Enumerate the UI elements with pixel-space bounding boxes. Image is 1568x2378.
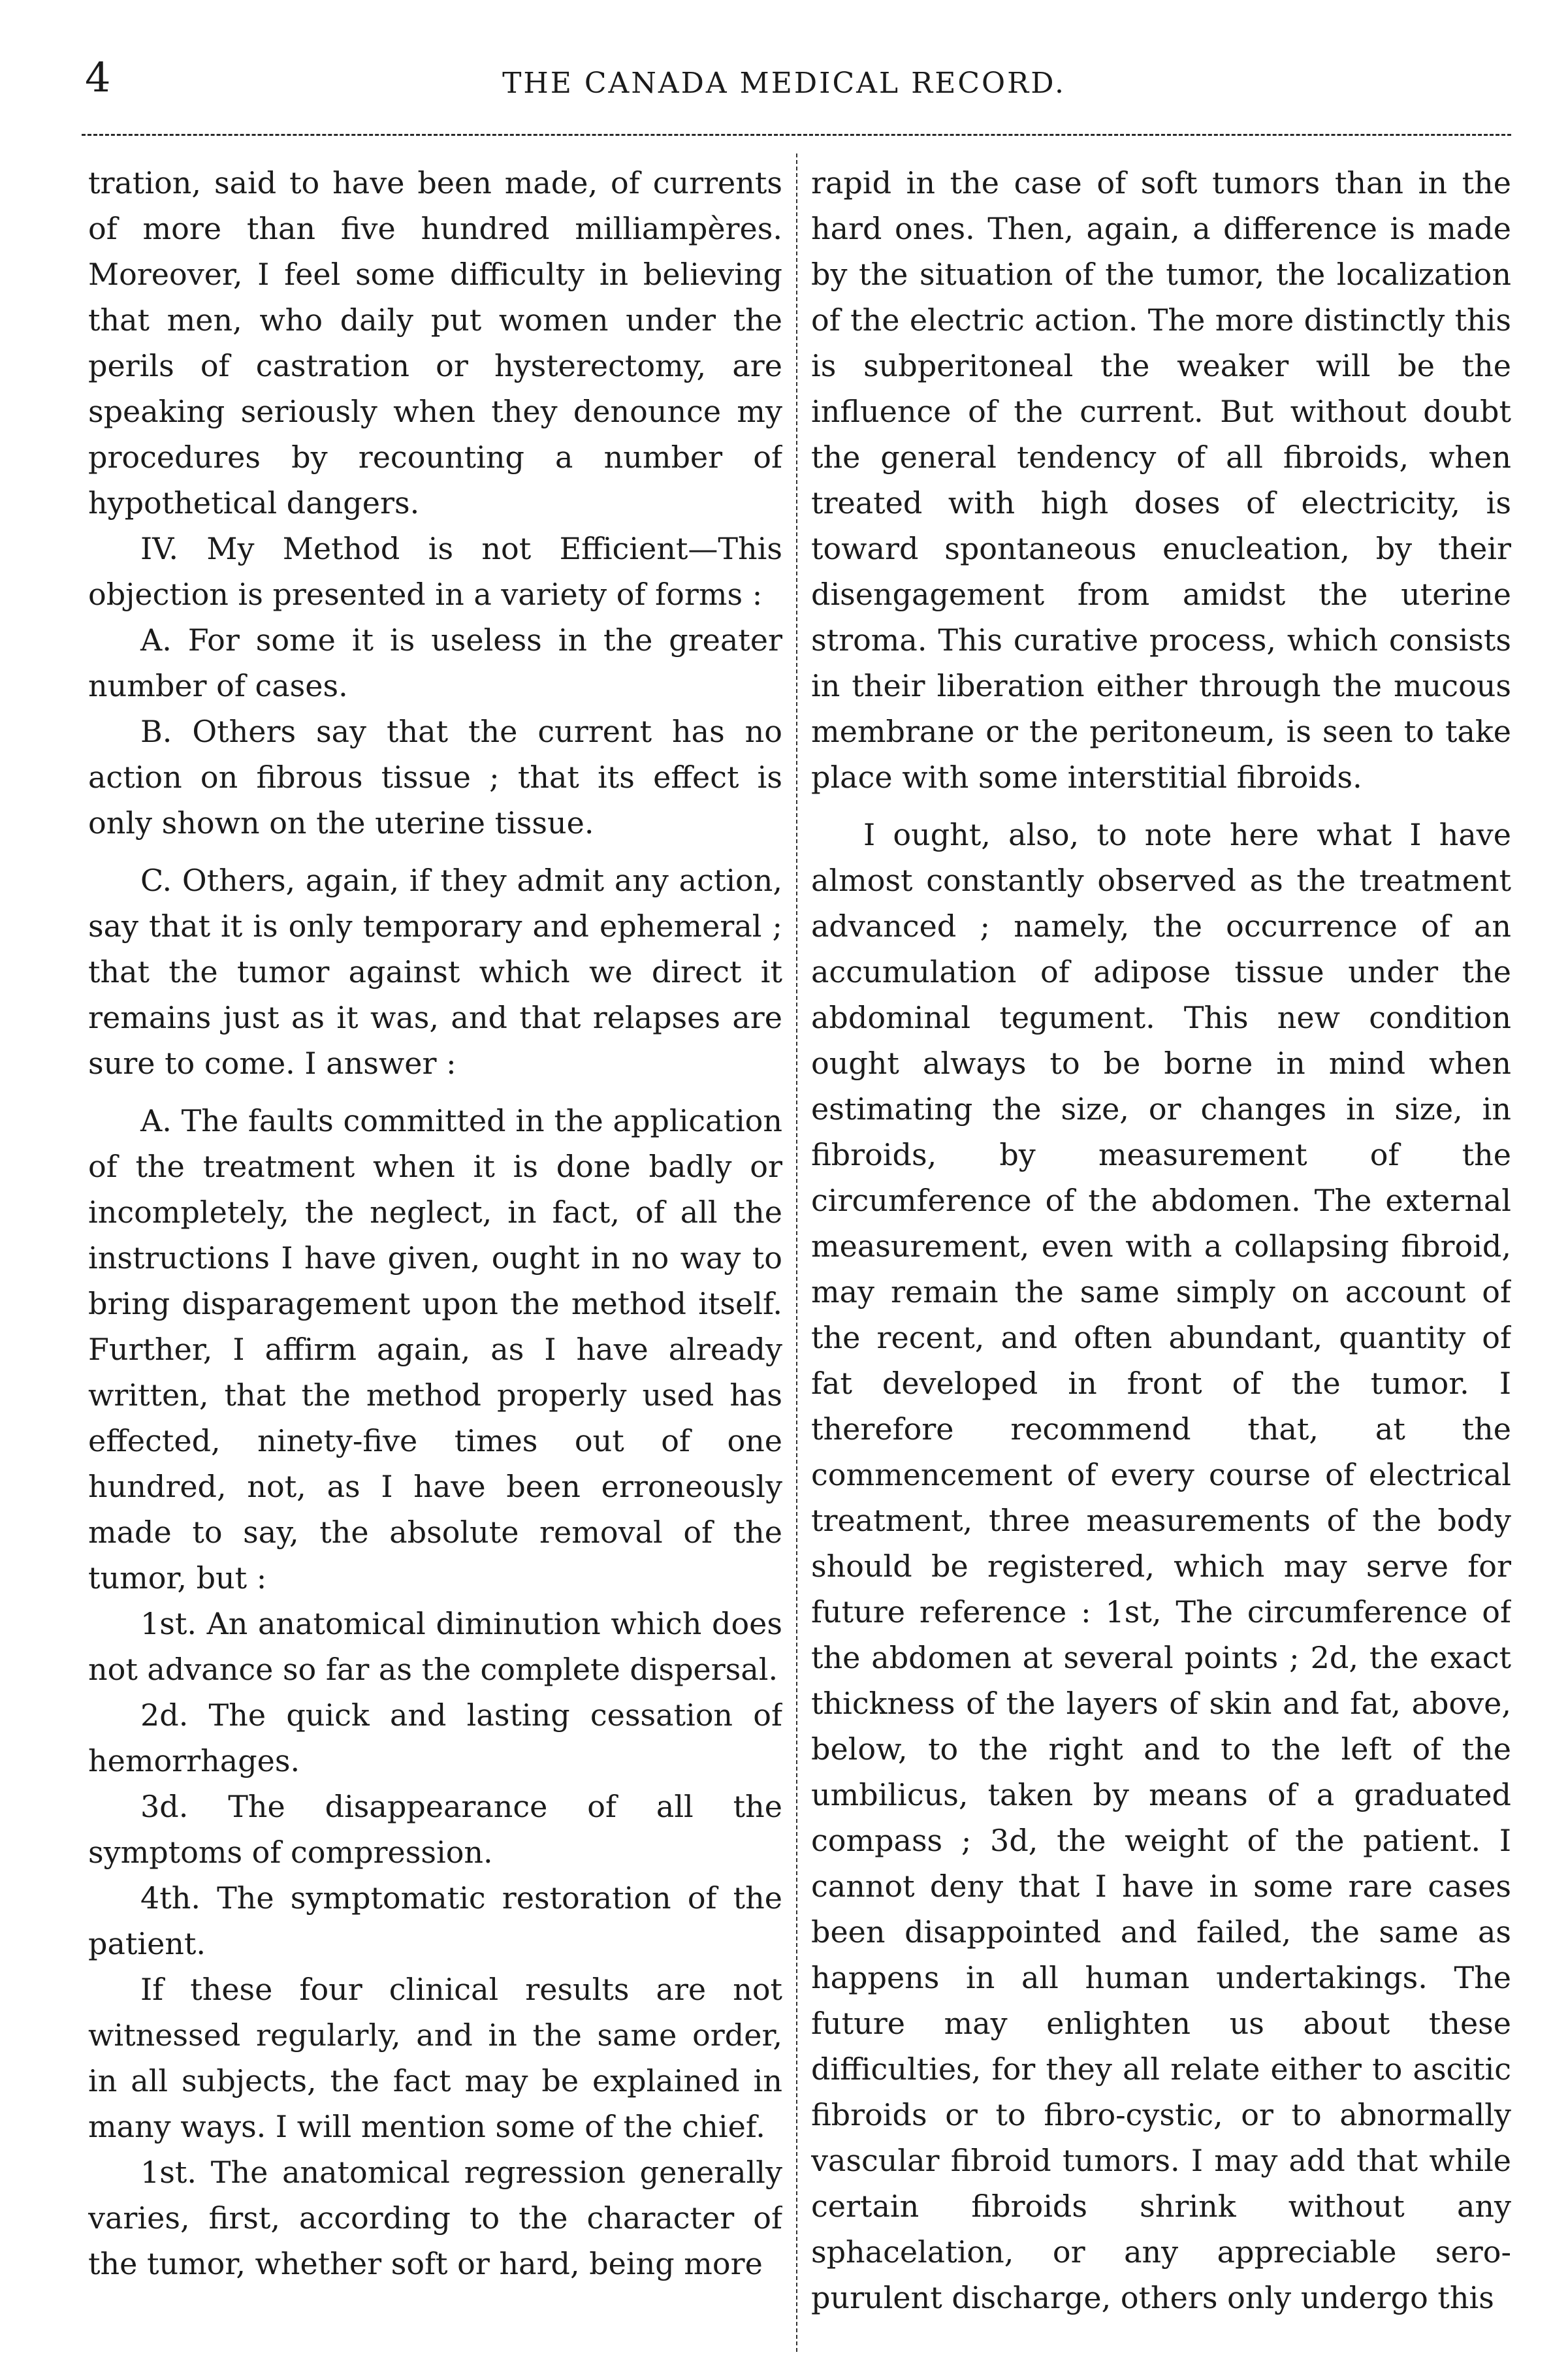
paragraph: tration, said to have been made, of currents of more than five hundred milliampères. Moreover, I feel some difficulty in believing that men, who daily put women under the perils of castration or hysterectomy, are speaking seriously when they denounce my procedures by recounting a number of hypothetical dangers. <box>88 165 782 521</box>
paragraph: 4th. The symptomatic restoration of the patient. <box>88 1880 782 1961</box>
right-column <box>811 160 1511 2352</box>
paragraph: 1st. The anatomical regression generally varies, first, according to the character of the tumor, whether soft or hard, being more <box>88 2155 782 2281</box>
paragraph: C. Others, again, if they admit any action, say that it is only temporary and ephemeral ; that the tumor against which we direct it remains just as it was, and that relapses are sure to come. I answer : <box>88 863 782 1081</box>
paragraph: 2d. The quick and lasting cessation of hemorrhages. <box>88 1697 782 1778</box>
paragraph: 3d. The disappearance of all the symptoms of compression. <box>88 1789 782 1870</box>
header-rule <box>82 134 1511 136</box>
paragraph: B. Others say that the current has no action on fibrous tissue ; that its effect is only shown on the uterine tissue. <box>88 714 782 841</box>
paragraph: IV. My Method is not Efficient—This objection is presented in a variety of forms : <box>88 531 782 612</box>
running-head: THE CANADA MEDICAL RECORD. <box>502 67 1066 100</box>
paragraph: A. For some it is useless in the greater number of cases. <box>88 622 782 703</box>
paragraph: I ought, also, to note here what I have almost constantly observed as the treatment advanced ; namely, the occurrence of an accumulation of adipose tissue under the abdominal tegument. This new condition ought always to be borne in mind when estimating the size, or changes in size, in fibroids, by measurement of the circumference of the abdomen. The external measurement, even with a collapsing fibroid, may remain the same simply on account of the recent, and often abundant, quantity of fat developed in front of the tumor. I therefore recommend that, at the commencement of every course of electrical treatment, three measurements of the body should be registered, which may serve for future reference : 1st, The circumference of the abdomen at several points ; 2d, the exact thickness of the layers of skin and fat, above, below, to the right and to the left of the umbilicus, taken by means of a graduated compass ; 3d, the weight of the patient. I cannot deny that I have in some rare cases been disappointed and failed, the same as happens in all human undertakings. The future may enlighten us about these difficulties, for they all relate either to ascitic fibroids or to fibro-cystic, or to abnormally vascular fibroid tumors. I may add that while certain fibroids shrink without any sphacelation, or any appreciable sero-purulent discharge, others only undergo this <box>811 817 1511 2315</box>
paragraph: rapid in the case of soft tumors than in the hard ones. Then, again, a difference is made by the situation of the tumor, the localization of the electric action. The more distinctly this is subperitoneal the weaker will be the influence of the current. But without doubt the general tendency of all fibroids, when treated with high doses of electricity, is toward spontaneous enucleation, by their disengagement from amidst the uterine stroma. This curative process, which consists in their liberation either through the mucous membrane or the peritoneum, is seen to take place with some interstitial fibroids. <box>811 165 1511 795</box>
page-header <box>0 52 1568 111</box>
column-divider <box>796 153 797 2352</box>
paragraph: A. The faults committed in the application of the treatment when it is done badly or incompletely, the neglect, in fact, of all the instructions I have given, ought in no way to bring disparagement upon the method itself. Further, I affirm again, as I have already written, that the method properly used has effected, ninety-five times out of one hundred, not, as I have been erroneously made to say, the absolute removal of the tumor, but : <box>88 1103 782 1596</box>
paragraph: If these four clinical results are not witnessed regularly, and in the same order, in all subjects, the fact may be explained in many ways. I will mention some of the chief. <box>88 1972 782 2144</box>
left-column <box>88 160 782 2352</box>
paragraph: 1st. An anatomical diminution which does not advance so far as the complete dispersal. <box>88 1606 782 1687</box>
page-number: 4 <box>85 54 111 101</box>
